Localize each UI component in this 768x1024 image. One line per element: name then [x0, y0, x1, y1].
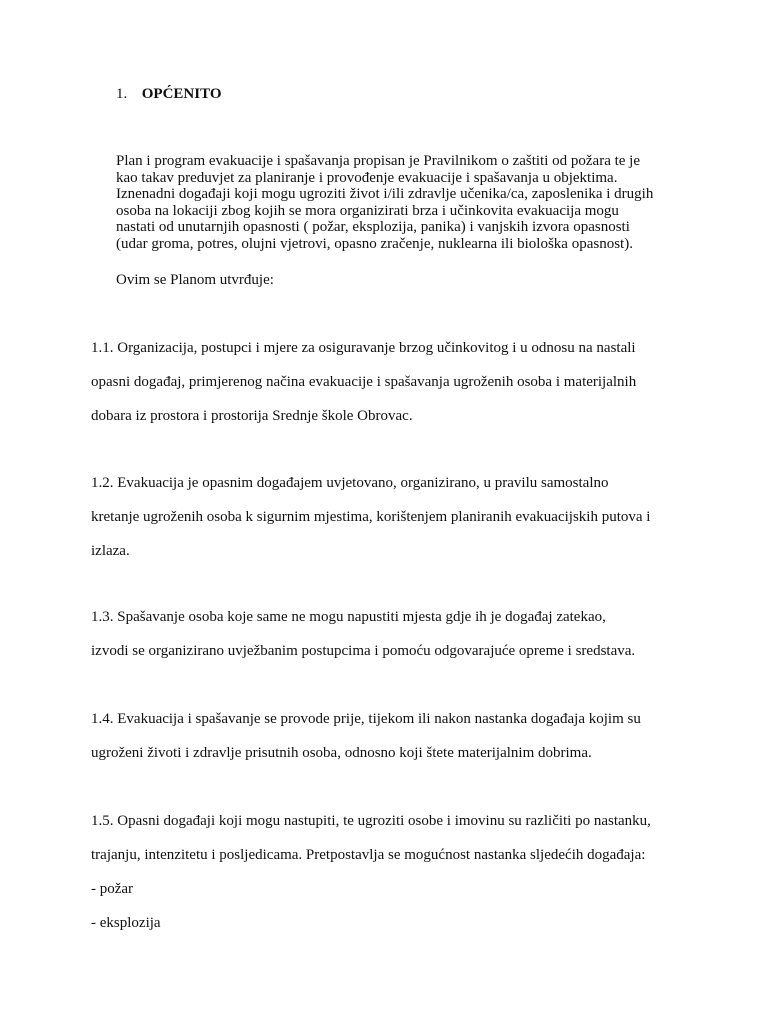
intro-line: Iznenadni događaji koji mogu ugroziti život i/ili zdravlje učenika/ca, zaposlenika i drugih	[116, 186, 654, 203]
section-title: OPĆENITO	[141, 86, 222, 102]
subsection-1-4	[91, 710, 641, 778]
paragraph-line: izlaza.	[91, 543, 130, 559]
paragraph-line: 1.1. Organizacija, postupci i mjere za osiguravanje brzog učinkovitog i u odnosu na nastali	[91, 340, 636, 356]
intro-line: Plan i program evakuacije i spašavanja propisan je Pravilnikom o zaštiti od požara te je	[116, 153, 641, 169]
intro-line: kao takav preduvjet za planiranje i provođenje evakuacije i spašavanja u objektima.	[116, 169, 618, 186]
subsection-1-3	[91, 608, 635, 676]
paragraph-line: ugroženi životi i zdravlje prisutnih osoba, odnosno koji štete materijalnim dobrima.	[91, 745, 592, 761]
paragraph-line: opasni događaj, primjerenog načina evakuacije i spašavanja ugroženih osoba i materijalnih	[91, 374, 637, 390]
section-number: 1.	[116, 86, 128, 102]
subsection-1-1	[91, 339, 636, 441]
intro-line: (udar groma, potres, olujni vjetrovi, opasno zračenje, nuklearna ili biološka opasnost).	[116, 235, 633, 252]
paragraph-line: kretanje ugroženih osoba k sigurnim mjestima, korištenjem planiranih evakuacijskih putova i	[91, 509, 651, 525]
intro-paragraph	[116, 153, 686, 253]
paragraph-line: 1.5. Opasni događaji koji mogu nastupiti, te ugroziti osobe i imovinu su različiti po nastanku,	[91, 813, 651, 829]
section-heading	[116, 85, 222, 103]
subsection-1-5	[91, 812, 651, 948]
paragraph-line: trajanju, intenzitetu i posljedicama. Pretpostavlja se mogućnost nastanka sljedećih događaja:	[91, 847, 646, 863]
intro-line: nastati od unutarnjih opasnosti ( požar, eksplozija, panika) i vanjskih izvora opasnosti	[116, 219, 630, 236]
plan-statement: Ovim se Planom utvrđuje:	[116, 272, 274, 288]
paragraph-line: dobara iz prostora i prostorija Srednje škole Obrovac.	[91, 408, 413, 424]
paragraph-line: izvodi se organizirano uvježbanim postupcima i pomoću odgovarajuće opreme i sredstava.	[91, 643, 636, 659]
paragraph-line: 1.4. Evakuacija i spašavanje se provode prije, tijekom ili nakon nastanka događaja kojim su	[91, 711, 641, 727]
list-item-explosion: - eksplozija	[91, 915, 161, 931]
paragraph-line: 1.2. Evakuacija je opasnim događajem uvjetovano, organizirano, u pravilu samostalno	[91, 475, 609, 491]
list-item-fire: - požar	[91, 881, 134, 897]
intro-line: osoba na lokaciji zbog kojih se mora organizirati brza i učinkovita evakuacija mogu	[116, 202, 619, 219]
paragraph-line: 1.3. Spašavanje osoba koje same ne mogu napustiti mjesta gdje ih je događaj zatekao,	[91, 609, 606, 625]
subsection-1-2	[91, 474, 650, 576]
